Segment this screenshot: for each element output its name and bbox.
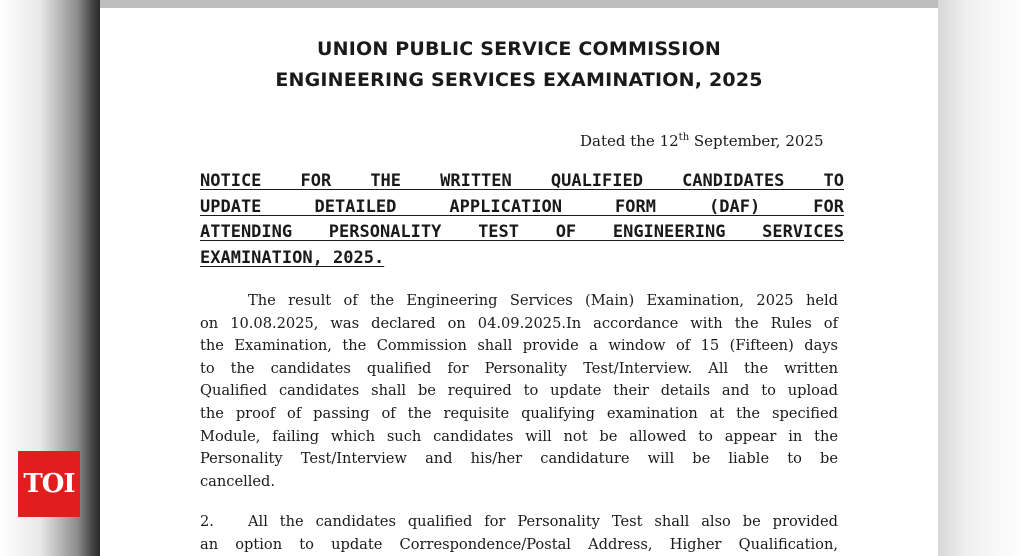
paragraph-line: The result of the Engineering Services (Main) Examination, 2025 held: [248, 292, 838, 309]
notice-line: ATTENDING PERSONALITY TEST OF ENGINEERING SERVICES: [200, 222, 844, 242]
toi-logo: TOI: [18, 451, 80, 517]
paragraph-line: Qualified candidates shall be required to update their details and to upload: [200, 382, 838, 400]
top-strip: [100, 0, 940, 8]
paragraph-line: an option to update Correspondence/Postal Address, Higher Qualification,: [200, 535, 838, 553]
examination-title: ENGINEERING SERVICES EXAMINATION, 2025: [275, 69, 763, 91]
notice-line: EXAMINATION, 2025.: [200, 247, 385, 268]
date-line: [580, 132, 824, 150]
date-ordinal: th: [678, 132, 690, 143]
paragraph-line: to the candidates qualified for Personality Test/Interview. All the written: [200, 359, 838, 377]
right-shadow: [938, 0, 1024, 556]
paragraph-1: [200, 290, 838, 493]
paragraph-line: Module, failing which such candidates will not be allowed to appear in the: [200, 427, 838, 445]
paragraph-line: [200, 511, 838, 534]
document-page: [100, 8, 938, 556]
date-prefix: Dated the 12: [580, 132, 679, 150]
paragraph-text: All the candidates qualified for Personality Test shall also be provided: [248, 513, 838, 530]
commission-title: UNION PUBLIC SERVICE COMMISSION: [316, 38, 722, 60]
paragraph-line: Personality Test/Interview and his/her candidature will be liable to be: [200, 450, 838, 468]
paragraph-2: [200, 511, 838, 556]
notice-line: UPDATE DETAILED APPLICATION FORM (DAF) FOR: [200, 196, 844, 217]
paragraph-line: the proof of passing of the requisite qualifying examination at the specified: [200, 404, 838, 422]
date-rest: September, 2025: [689, 132, 824, 150]
paragraph-line: on 10.08.2025, was declared on 04.09.2025.In accordance with the Rules of: [200, 314, 838, 332]
paragraph-line: cancelled.: [200, 472, 276, 490]
paragraph-number: 2.: [200, 513, 214, 530]
notice-line: NOTICE FOR THE WRITTEN QUALIFIED CANDIDATES TO: [200, 171, 844, 191]
notice-heading: [200, 169, 844, 271]
paragraph-line: the Examination, the Commission shall provide a window of 15 (Fifteen) days: [200, 337, 838, 355]
